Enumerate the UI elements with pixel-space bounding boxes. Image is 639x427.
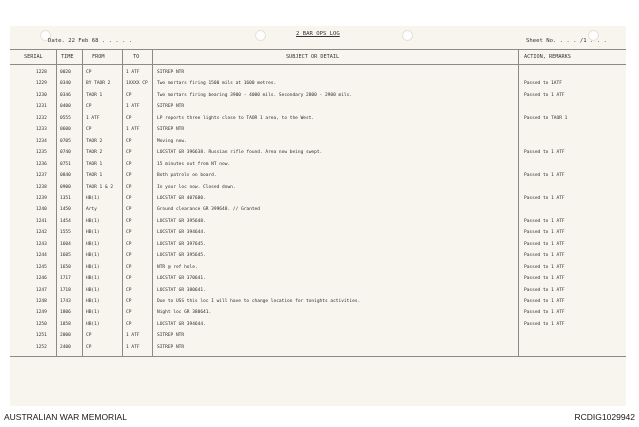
log-cell-from: HB(1) xyxy=(86,230,100,236)
log-cell-from: HB(1) xyxy=(86,264,100,270)
header-top-rule xyxy=(10,49,626,50)
log-row xyxy=(0,139,639,150)
log-cell-action: Passed to 1 ATF xyxy=(524,173,565,179)
log-cell-time: 1351 xyxy=(60,195,71,201)
log-cell-action: Passed to 1 ATF xyxy=(524,92,565,98)
log-row xyxy=(0,196,639,207)
log-cell-to: CP xyxy=(126,287,132,293)
log-cell-serial: 1231 xyxy=(36,104,47,110)
log-cell-action: Passed to 1 ATF xyxy=(524,218,565,224)
log-cell-subject: LOCSTAT GR 370641. xyxy=(157,276,206,282)
log-cell-to: CP xyxy=(126,115,132,121)
log-cell-serial: 1234 xyxy=(36,138,47,144)
log-cell-from: TAOR 1 & 2 xyxy=(86,184,114,190)
log-cell-to: 1 ATF xyxy=(126,344,140,350)
column-header-serial: SERIAL xyxy=(24,54,43,60)
log-cell-time: 0340 xyxy=(60,81,71,87)
log-cell-time: 0751 xyxy=(60,161,71,167)
log-cell-time: 1450 xyxy=(60,207,71,213)
log-cell-from: CP xyxy=(86,70,92,75)
log-cell-from: TAOR 1 xyxy=(86,173,103,179)
log-cell-subject: Due to USS this loc I will have to change location for tonights activities. xyxy=(157,299,361,304)
log-cell-from: HB(1) xyxy=(86,299,100,304)
log-row xyxy=(0,207,639,218)
log-row xyxy=(0,173,639,184)
log-cell-subject: LOCSTAT GR 380641. xyxy=(157,287,206,293)
log-cell-serial: 1233 xyxy=(36,127,47,133)
log-cell-subject: NTR @ ref hole. xyxy=(157,264,198,270)
log-cell-from: HB(1) xyxy=(86,276,100,282)
log-row xyxy=(0,70,639,81)
log-row xyxy=(0,116,639,127)
log-cell-time: 1604 xyxy=(60,241,71,247)
header-bottom-rule xyxy=(10,64,626,65)
log-date: Date. 22 Feb 68 . . . . . xyxy=(48,38,133,44)
log-cell-action: Passed to 1 ATF xyxy=(524,321,565,327)
log-cell-time: 0020 xyxy=(60,70,71,75)
log-cell-serial: 1236 xyxy=(36,161,47,167)
log-cell-from: HB(1) xyxy=(86,310,100,316)
log-cell-subject: Moving now. xyxy=(157,138,187,144)
log-cell-from: Arty xyxy=(86,207,97,213)
log-cell-to: CP xyxy=(126,92,132,98)
log-row xyxy=(0,345,639,356)
log-cell-action: Passed to 1ATF xyxy=(524,81,562,87)
log-cell-time: 1650 xyxy=(60,264,71,270)
log-cell-time: 1454 xyxy=(60,218,71,224)
log-cell-time: 0705 xyxy=(60,138,71,144)
log-cell-serial: 1228 xyxy=(36,70,47,75)
log-cell-subject: Two mortars firing bearing 3900 - 4000 mils. Secondary 2800 - 2900 mils. xyxy=(157,92,353,98)
log-cell-to: CP xyxy=(126,207,132,213)
log-cell-subject: Ground clearance GR 399648. // Granted xyxy=(157,207,260,213)
log-cell-time: 0555 xyxy=(60,115,71,121)
log-cell-serial: 1251 xyxy=(36,333,47,339)
log-cell-to: CP xyxy=(126,184,132,190)
log-cell-serial: 1250 xyxy=(36,321,47,327)
log-row xyxy=(0,288,639,299)
log-cell-time: 1858 xyxy=(60,321,71,327)
log-cell-time: 2400 xyxy=(60,344,71,350)
log-cell-serial: 1243 xyxy=(36,241,47,247)
log-cell-subject: Night loc GR 380641. xyxy=(157,310,212,316)
log-cell-action: Passed to 1 ATF xyxy=(524,264,565,270)
log-cell-from: HB(1) xyxy=(86,253,100,259)
log-row xyxy=(0,333,639,344)
log-cell-serial: 1242 xyxy=(36,230,47,236)
log-cell-subject: SITREP NTR xyxy=(157,104,185,110)
log-cell-from: HB(1) xyxy=(86,241,100,247)
log-cell-serial: 1230 xyxy=(36,92,47,98)
log-cell-action: Passed to 1 ATF xyxy=(524,310,565,316)
log-row xyxy=(0,322,639,333)
log-cell-subject: LOCSTAT GR 396638. Russian rifle found. Area now being swept. xyxy=(157,150,323,156)
log-row xyxy=(0,253,639,264)
log-row xyxy=(0,81,639,92)
log-cell-to: 1 ATF xyxy=(126,127,140,133)
log-cell-to: 1 ATF xyxy=(126,104,140,110)
log-cell-serial: 1232 xyxy=(36,115,47,121)
log-cell-subject: SITREP NTR xyxy=(157,333,185,339)
table-bottom-rule xyxy=(10,356,626,357)
log-cell-subject: Two mortars firing 1500 mils at 1600 metres. xyxy=(157,81,277,87)
log-cell-to: CP xyxy=(126,264,132,270)
log-cell-from: TAOR 2 xyxy=(86,138,103,144)
log-cell-to: CP xyxy=(126,138,132,144)
column-header-from: FROM xyxy=(92,54,105,60)
log-cell-serial: 1238 xyxy=(36,184,47,190)
log-cell-time: 1743 xyxy=(60,299,71,304)
column-header-action: ACTION, REMARKS xyxy=(524,54,571,60)
log-cell-time: 1806 xyxy=(60,310,71,316)
log-cell-action: Passed to 1 ATF xyxy=(524,287,565,293)
log-cell-subject: Both patrols on board. xyxy=(157,173,217,179)
log-cell-from: 1 ATF xyxy=(86,115,100,121)
log-cell-serial: 1240 xyxy=(36,207,47,213)
log-row xyxy=(0,230,639,241)
log-cell-serial: 1241 xyxy=(36,218,47,224)
log-row xyxy=(0,185,639,196)
log-cell-from: CP xyxy=(86,127,92,133)
log-cell-to: CP xyxy=(126,241,132,247)
log-cell-from: CP xyxy=(86,104,92,110)
log-cell-subject: LP reports three lights close to TAOR 1 area, to the West. xyxy=(157,115,315,121)
log-cell-from: HB(1) xyxy=(86,218,100,224)
log-row xyxy=(0,162,639,173)
log-cell-time: 1717 xyxy=(60,276,71,282)
log-cell-time: 0900 xyxy=(60,184,71,190)
log-cell-to: CP xyxy=(126,173,132,179)
log-cell-to: 1 ATF xyxy=(126,70,140,75)
log-cell-to: CP xyxy=(126,276,132,282)
log-cell-serial: 1252 xyxy=(36,344,47,350)
log-cell-action: Passed to 1 ATF xyxy=(524,230,565,236)
log-cell-serial: 1229 xyxy=(36,81,47,87)
log-cell-to: CP xyxy=(126,161,132,167)
log-cell-subject: SITREP NTR xyxy=(157,127,185,133)
log-row xyxy=(0,265,639,276)
log-cell-action: Passed to 1 ATF xyxy=(524,253,565,259)
log-cell-time: 0346 xyxy=(60,92,71,98)
log-cell-time: 0840 xyxy=(60,173,71,179)
log-row xyxy=(0,276,639,287)
column-header-time: TIME xyxy=(61,54,74,60)
log-row xyxy=(0,242,639,253)
footer-id: RCDIG1029942 xyxy=(574,412,635,422)
log-cell-serial: 1249 xyxy=(36,310,47,316)
log-cell-to: CP xyxy=(126,299,132,304)
log-cell-to: CP xyxy=(126,150,132,156)
log-cell-from: HB(1) xyxy=(86,195,100,201)
log-row xyxy=(0,219,639,230)
log-cell-from: HB(1) xyxy=(86,321,100,327)
log-cell-subject: LOCSTAT GR 395645. xyxy=(157,253,206,259)
log-row xyxy=(0,104,639,115)
log-cell-action: Passed to 1 ATF xyxy=(524,299,565,304)
log-cell-subject: 15 minutes out from NT now. xyxy=(157,161,231,167)
column-header-subject: SUBJECT OR DETAIL xyxy=(286,54,340,60)
log-cell-subject: SITREP NTR xyxy=(157,344,185,350)
log-cell-subject: LOCSTAT GR 395648. xyxy=(157,218,206,224)
log-cell-time: 0400 xyxy=(60,104,71,110)
log-cell-subject: In your loc now. Closed down. xyxy=(157,184,236,190)
punch-hole-center-right xyxy=(402,30,413,41)
log-cell-subject: LOCSTAT GR 407680. xyxy=(157,195,206,201)
log-cell-subject: LOCSTAT GR 397645. xyxy=(157,241,206,247)
log-cell-time: 1605 xyxy=(60,253,71,259)
log-cell-to: CP xyxy=(126,321,132,327)
sheet-number: Sheet No. . . . /1 . . . xyxy=(526,38,607,44)
log-cell-action: Passed to 1 ATF xyxy=(524,195,565,201)
log-row xyxy=(0,150,639,161)
column-header-to: TO xyxy=(133,54,140,60)
log-cell-to: CP xyxy=(126,218,132,224)
log-cell-subject: LOCSTAT GR 394644. xyxy=(157,230,206,236)
log-cell-from: TAOR 2 xyxy=(86,150,103,156)
log-cell-from: CP xyxy=(86,333,92,339)
log-cell-from: TAOR 1 xyxy=(86,161,103,167)
log-cell-action: Passed to TAOR 1 xyxy=(524,115,568,121)
log-row xyxy=(0,127,639,138)
log-cell-serial: 1248 xyxy=(36,299,47,304)
log-cell-to: CP xyxy=(126,230,132,236)
log-cell-from: HB(1) xyxy=(86,287,100,293)
log-cell-from: TAOR 1 xyxy=(86,92,103,98)
log-cell-time: 1718 xyxy=(60,287,71,293)
log-cell-serial: 1245 xyxy=(36,264,47,270)
log-cell-action: Passed to 1 ATF xyxy=(524,241,565,247)
log-cell-serial: 1235 xyxy=(36,150,47,156)
log-cell-to: 1 ATF xyxy=(126,333,140,339)
log-cell-to: CP xyxy=(126,195,132,201)
log-cell-time: 0740 xyxy=(60,150,71,156)
log-cell-serial: 1247 xyxy=(36,287,47,293)
log-title: 2 BAR OPS LOG xyxy=(296,31,340,37)
footer-credit: AUSTRALIAN WAR MEMORIAL xyxy=(4,412,127,422)
log-row xyxy=(0,93,639,104)
log-cell-serial: 1246 xyxy=(36,276,47,282)
log-cell-to: CP xyxy=(126,253,132,259)
log-cell-subject: LOCSTAT GR 394644. xyxy=(157,321,206,327)
log-cell-action: Passed to 1 ATF xyxy=(524,150,565,156)
log-cell-to: 1XXXX CP xyxy=(126,81,148,87)
log-row xyxy=(0,310,639,321)
log-cell-time: 1555 xyxy=(60,230,71,236)
log-cell-action: Passed to 1 ATF xyxy=(524,276,565,282)
punch-hole-center-left xyxy=(255,30,266,41)
log-cell-from: BY TAOR 2 xyxy=(86,81,111,87)
log-cell-serial: 1244 xyxy=(36,253,47,259)
log-cell-time: 2000 xyxy=(60,333,71,339)
log-cell-serial: 1237 xyxy=(36,173,47,179)
log-cell-subject: SITREP NTR xyxy=(157,70,185,75)
log-cell-to: CP xyxy=(126,310,132,316)
log-cell-serial: 1239 xyxy=(36,195,47,201)
log-cell-from: CP xyxy=(86,344,92,350)
log-row xyxy=(0,299,639,310)
log-cell-time: 0600 xyxy=(60,127,71,133)
